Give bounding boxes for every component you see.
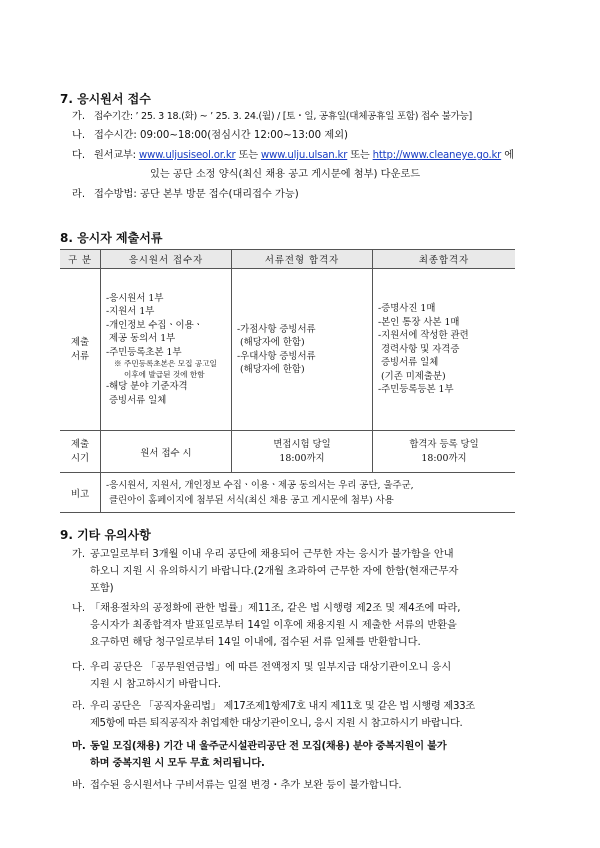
list-item: (해당자에 한함) bbox=[237, 364, 305, 375]
item-body bbox=[90, 777, 550, 794]
item-label: 다. bbox=[72, 662, 86, 673]
list-item: -응시원서 1부 bbox=[106, 292, 164, 304]
item-label: 다. bbox=[72, 150, 86, 161]
item-label: 나. bbox=[72, 130, 86, 141]
list-item: -지원서에 작성한 관련 bbox=[378, 330, 469, 342]
list-item: 경력사항 및 자격증 bbox=[378, 343, 460, 355]
section-7-title: 7. 응시원서 접수 bbox=[60, 92, 151, 106]
item-line: 요구하면 해당 청구일로부터 14일 이내에, 접수된 서류 일체를 반환합니다. bbox=[90, 637, 421, 648]
header-applicant: 응시원서 접수자 bbox=[101, 250, 232, 269]
item-label: 바. bbox=[72, 780, 86, 791]
table-row-documents bbox=[60, 269, 515, 431]
item-line: 지원 시 참고하시기 바랍니다. bbox=[90, 679, 222, 690]
item-line: 포함) bbox=[90, 583, 114, 594]
item-line: 우리 공단은 「공무원연금법」에 따른 전액정지 및 일부지급 대상기관이오니 응시 bbox=[90, 662, 452, 673]
item-label: 가. bbox=[72, 549, 86, 560]
item-body bbox=[90, 659, 550, 693]
section-9-title: 9. 기타 유의사항 bbox=[60, 528, 151, 542]
list-item: -해당 분야 기준자격 bbox=[106, 381, 188, 393]
item-body bbox=[90, 738, 550, 772]
item-body bbox=[90, 546, 550, 597]
list-item: -주민등록등본 1부 bbox=[378, 384, 454, 396]
section-8-title: 8. 응시자 제출서류 bbox=[60, 231, 163, 245]
cell-document-pass-timing: 면접시험 당일 18:00까지 bbox=[232, 431, 373, 473]
list-item: 제공 동의서 1부 bbox=[106, 333, 176, 345]
list-item: (해당자에 한함) bbox=[237, 337, 305, 348]
remark-line: -응시원서, 지원서, 개인정보 수집ㆍ이용ㆍ제공 동의서는 우리 공단, 울주군, bbox=[106, 479, 414, 491]
remark-line: 클린아이 홈페이지에 첨부된 서식(최신 채용 공고 게시문에 첨부) 사용 bbox=[106, 494, 394, 506]
item-line: 동일 모집(채용) 기간 내 울주군시설관리공단 전 모집(채용) 분야 중복지원이 불가 bbox=[90, 741, 447, 752]
row-label-documents: 제출 서류 bbox=[60, 269, 101, 431]
list-item: -가점사항 증빙서류 bbox=[237, 323, 316, 335]
item-line: 하오니 지원 시 유의하시기 바랍니다.(2개월 초과하여 근무한 자에 한함(현재근무자 bbox=[90, 566, 459, 577]
cell-document-pass-docs bbox=[232, 269, 373, 431]
cell-remarks bbox=[101, 473, 516, 513]
table-row-remarks bbox=[60, 473, 515, 513]
item-line: 공고일로부터 3개월 이내 우리 공단에 채용되어 근무한 자는 응시가 불가함을 안내 bbox=[90, 549, 454, 560]
header-category: 구 분 bbox=[60, 250, 101, 269]
sep: 또는 bbox=[347, 150, 373, 161]
item-body bbox=[90, 698, 550, 732]
link-cleaneye[interactable]: http://www.cleaneye.go.kr bbox=[372, 150, 502, 161]
sep: 또는 bbox=[235, 150, 261, 161]
row-label-timing: 제출 시기 bbox=[60, 431, 101, 473]
item-label: 라. bbox=[72, 701, 86, 712]
list-item: -증명사진 1매 bbox=[378, 303, 436, 315]
item-body bbox=[90, 600, 550, 651]
table-header-row bbox=[60, 250, 515, 269]
list-item: 증빙서류 일체 bbox=[378, 357, 439, 369]
item-line: 응시자가 최종합격자 발표일로부터 14일 이후에 채용지원 시 제출한 서류의 반환을 bbox=[90, 620, 457, 631]
item-line: 하며 중복지원 시 모두 무효 처리됩니다. bbox=[90, 758, 265, 769]
item-text: 접수기간: ’ 25. 3 18.(화) ~ ’ 25. 3. 24.(월) / [토・일, 공휴일(대체공휴일 포함) 접수 불가능] bbox=[94, 111, 472, 122]
link-ulju-ulsan[interactable]: www.ulju.ulsan.kr bbox=[260, 150, 348, 161]
header-document-pass: 서류전형 합격자 bbox=[232, 250, 373, 269]
link-uljusiseol[interactable]: www.uljusiseol.or.kr bbox=[138, 150, 236, 161]
note-line: 이후에 발급된 것에 한함 bbox=[124, 369, 205, 379]
suffix: 에 bbox=[501, 150, 514, 161]
item-label: 마. bbox=[72, 741, 86, 752]
documents-table bbox=[60, 249, 515, 513]
row-label-remarks: 비고 bbox=[60, 473, 101, 513]
table-row-timing bbox=[60, 431, 515, 473]
cell-applicant-timing: 원서 접수 시 bbox=[101, 431, 232, 473]
item-label: 나. bbox=[72, 603, 86, 614]
item-line: 우리 공단은 「공직자윤리법」 제17조제1항제7호 내지 제11호 및 같은 법 시행령 제33조 bbox=[90, 701, 475, 712]
note-line: ※ 주민등록초본은 모집 공고일 bbox=[114, 359, 217, 369]
item-line: 제5항에 따른 퇴직공직자 취업제한 대상기관이오니, 응시 지원 시 참고하시기 바랍니다. bbox=[90, 718, 463, 729]
item-text: 접수방법: 공단 본부 방문 접수(대리접수 가능) bbox=[94, 189, 299, 200]
item-text: 접수시간: 09:00~18:00(점심시간 12:00~13:00 제외) bbox=[94, 130, 349, 141]
list-item: -주민등록초본 1부 bbox=[106, 346, 182, 358]
cell-applicant-docs bbox=[101, 269, 232, 431]
text-prefix: 원서교부: bbox=[94, 150, 139, 161]
item-line: 「채용절차의 공정화에 관한 법률」제11조, 같은 법 시행령 제2조 및 제4조에 따라, bbox=[90, 603, 461, 614]
list-item: (기존 미제출분) bbox=[378, 370, 446, 382]
list-item: -지원서 1부 bbox=[106, 306, 155, 318]
item-label: 라. bbox=[72, 189, 86, 200]
list-item: 증빙서류 일체 bbox=[106, 394, 167, 406]
item-label: 가. bbox=[72, 111, 86, 122]
item-text: 있는 공단 소정 양식(최신 채용 공고 게시문에 첨부) 다운로드 bbox=[150, 169, 421, 180]
cell-final-pass-timing: 합격자 등록 당일 18:00까지 bbox=[373, 431, 516, 473]
list-item: -개인정보 수집ㆍ이용ㆍ bbox=[106, 319, 203, 331]
header-final-pass: 최종합격자 bbox=[373, 250, 516, 269]
item-text bbox=[94, 149, 514, 163]
list-item: -본인 통장 사본 1매 bbox=[378, 316, 460, 328]
item-line: 접수된 응시원서나 구비서류는 일절 변경・추가 보완 등이 불가합니다. bbox=[90, 780, 402, 791]
list-item: -우대사항 증빙서류 bbox=[237, 350, 316, 362]
cell-final-pass-docs bbox=[373, 269, 516, 431]
